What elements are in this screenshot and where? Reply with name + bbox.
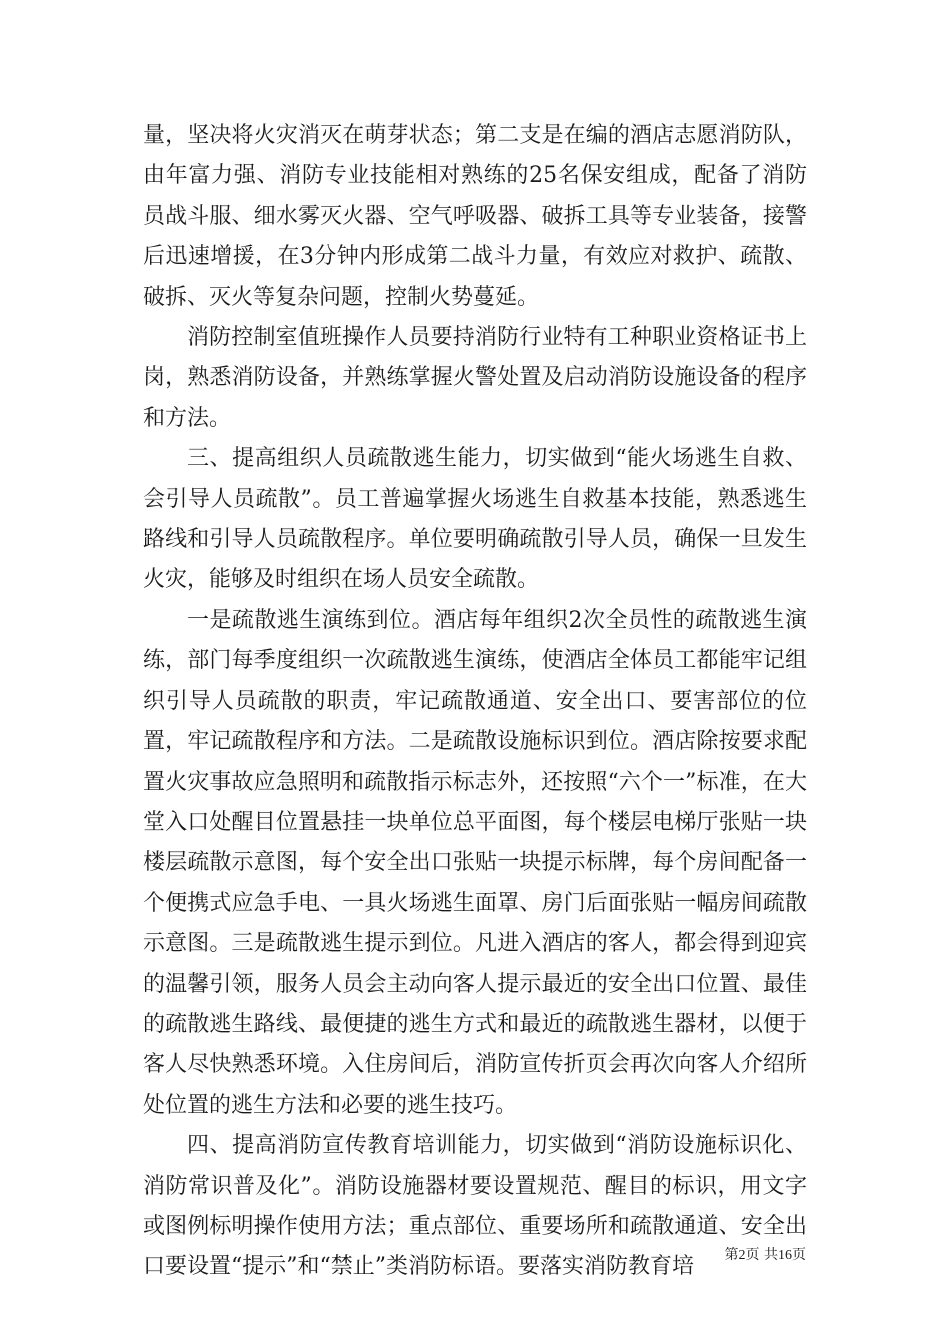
page-number-footer (725, 1246, 806, 1265)
footer-suffix: 页 (792, 1247, 806, 1263)
paragraph-control-room: 消防控制室值班操作人员要持消防行业特有工种职业资格证书上岗，熟悉消防设备，并熟练掌握火警处置及启动消防设施设备的程序和方法。 (143, 325, 807, 431)
current-page-number: 2 (738, 1248, 746, 1263)
total-pages-number: 16 (778, 1248, 792, 1263)
paragraph-continuation: 量，坚决将火灾消灭在萌芽状态；第二支是在编的酒店志愿消防队，由年富力强、消防专业技能相对熟练的25名保安组成，配备了消防员战斗服、细水雾灭火器、空气呼吸器、破拆工具等专业装备，接警后迅速增援，在3分钟内形成第二战斗力量，有效应对救护、疏散、破拆、灭火等复杂问题，控制火势蔓延。 (143, 123, 807, 310)
paragraph-section-three: 三、提高组织人员疏散逃生能力，切实做到“能火场逃生自救、会引导人员疏散”。员工普遍掌握火场逃生自救基本技能，熟悉逃生路线和引导人员疏散程序。单位要明确疏散引导人员，确保一旦发生火灾，能够及时组织在场人员安全疏散。 (143, 446, 807, 593)
document-body (143, 116, 807, 1288)
paragraph-evacuation-details: 一是疏散逃生演练到位。酒店每年组织2次全员性的疏散逃生演练，部门每季度组织一次疏散逃生演练，使酒店全体员工都能牢记组织引导人员疏散的职责，牢记疏散通道、安全出口、要害部位的位置，牢记疏散程序和方法。二是疏散设施标识到位。酒店除按要求配置火灾事故应急照明和疏散指示标志外，还按照“六个一”标准，在大堂入口处醒目位置悬挂一块单位总平面图，每个楼层电梯厅张贴一块楼层疏散示意图，每个安全出口张贴一块提示标牌，每个房间配备一个便携式应急手电、一具火场逃生面罩、房门后面张贴一幅房间疏散示意图。三是疏散逃生提示到位。凡进入酒店的客人，都会得到迎宾的温馨引领，服务人员会主动向客人提示最近的安全出口位置、最佳的疏散逃生路线、最便捷的逃生方式和最近的疏散逃生器材，以便于客人尽快熟悉环境。入住房间后，消防宣传折页会再次向客人介绍所处位置的逃生方法和必要的逃生技巧。 (143, 607, 807, 1118)
footer-middle: 页 共 (745, 1247, 778, 1263)
paragraph-section-four: 四、提高消防宣传教育培训能力，切实做到“消防设施标识化、消防常识普及化”。消防设施器材要设置规范、醒目的标识，用文字或图例标明操作使用方法；重点部位、重要场所和疏散通道、安全出口要设置“提示”和“禁止”类消防标语。要落实消防教育培 (143, 1133, 807, 1280)
footer-prefix: 第 (724, 1247, 739, 1263)
